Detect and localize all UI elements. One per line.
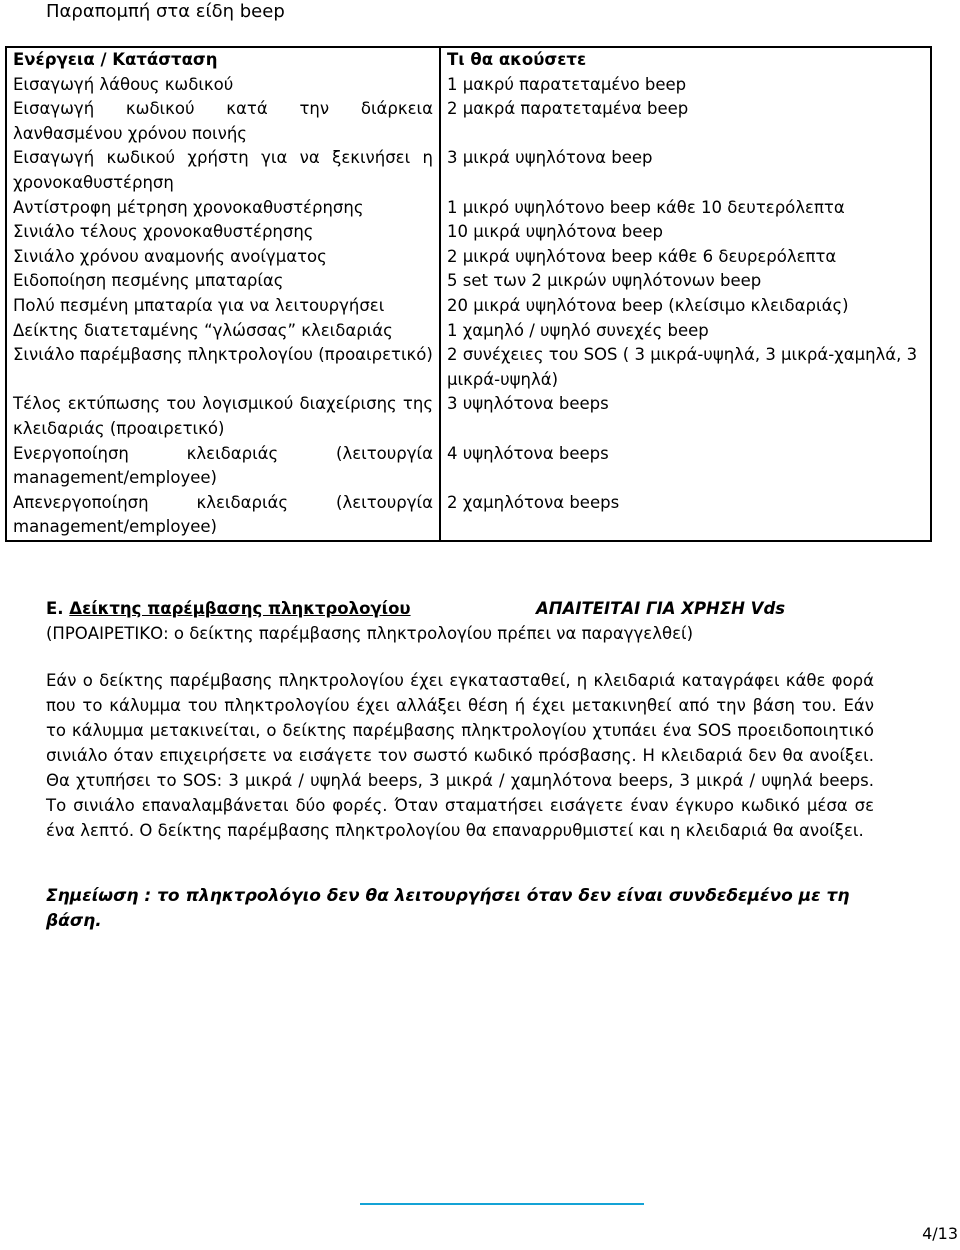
table-cell-sound: 2 συνέχειες του SOS ( 3 μικρά-υψηλά, 3 μικρά-χαμηλά, 3 μικρά-υψηλά) (440, 343, 931, 392)
table-cell-sound: 2 χαμηλότονα beeps (440, 491, 931, 541)
table-cell-action: Εισαγωγή κωδικού κατά την διάρκεια λανθασμένου χρόνου ποινής (13, 99, 433, 143)
table-row (6, 442, 931, 491)
table-cell-action: Σινιάλο τέλους χρονοκαθυστέρησης (13, 222, 314, 242)
table-cell-sound: 20 μικρά υψηλότονα beep (κλείσιμο κλειδαριάς) (440, 294, 931, 319)
table-row (6, 343, 931, 392)
table-cell-action: Απενεργοποίηση κλειδαριάς (λειτουργία management/employee) (13, 492, 433, 537)
table-header-action: Ενέργεια / Κατάσταση (13, 50, 218, 69)
table-cell-action: Ειδοποίηση πεσμένης μπαταρίας (13, 271, 284, 291)
section-e-requirement: ΑΠΑΙΤΕΙΤΑΙ ΓΙΑ ΧΡΗΣΗ Vds (536, 599, 786, 618)
table-cell-sound: 2 μικρά υψηλότονα beep κάθε 6 δευρερόλεπτα (440, 245, 931, 270)
table-cell-action: Τέλος εκτύπωσης του λογισμικού διαχείρισης της κλειδαριάς (προαιρετικό) (13, 394, 433, 438)
table-row (6, 245, 931, 270)
section-e-heading (46, 596, 874, 621)
table-row (6, 73, 931, 98)
table-row (6, 269, 931, 294)
section-e-note: Σημείωση : το πληκτρολόγιο δεν θα λειτουργήσει όταν δεν είναι συνδεδεμένο με τη βάση. (46, 886, 850, 931)
table-cell-action: Σινιάλο παρέμβασης πληκτρολογίου (προαιρετικό) (13, 345, 433, 365)
table-cell-sound: 4 υψηλότονα beeps (440, 442, 931, 491)
table-cell-sound: 1 μικρό υψηλότονο beep κάθε 10 δευτερόλεπτα (440, 196, 931, 221)
table-cell-sound: 3 μικρά υψηλότονα beep (440, 146, 931, 195)
section-e-title: Δείκτης παρέμβασης πληκτρολογίου (69, 599, 411, 618)
table-row (6, 491, 931, 541)
section-e-optional-note: (ΠΡΟΑΙΡΕΤΙΚΟ: ο δείκτης παρέμβασης πληκτρολογίου πρέπει να παραγγελθεί) (46, 624, 694, 643)
table-row (6, 220, 931, 245)
table-cell-action: Εισαγωγή λάθους κωδικού (13, 74, 234, 94)
table-cell-sound: 5 set των 2 μικρών υψηλότονων beep (440, 269, 931, 294)
table-cell-action: Πολύ πεσμένη μπαταρία για να λειτουργήσει (13, 295, 385, 315)
table-row (6, 97, 931, 146)
footer-divider (360, 1203, 644, 1205)
table-row (6, 319, 931, 344)
page-header-title: Παραπομπή στα είδη beep (46, 1, 285, 22)
table-cell-sound: 10 μικρά υψηλότονα beep (440, 220, 931, 245)
table-row (6, 392, 931, 441)
table-header-row (6, 47, 931, 73)
table-row (6, 294, 931, 319)
section-e-paragraph: Εάν ο δείκτης παρέμβασης πληκτρολογίου έχει εγκατασταθεί, η κλειδαριά καταγράφει κάθε φορά που το κάλυμμα του πληκτρολογίου έχει αλλάξει θέση ή έχει μετακινηθεί από την βάση του. Εάν το κάλυμμα μετακινείται, ο δείκτης παρέμβασης πληκτρολογίου χτυπάει ένα SOS προειδοποιητικό σινιάλο όταν επιχειρήσετε να εισάγετε τον σωστό κωδικό πρόσβασης. Η κλειδαριά δεν θα ανοίξει. Θα χτυπήσει το SOS: 3 μικρά / υψηλά beeps, 3 μικρά / χαμηλότονα beeps, 3 μικρά / υψηλά beeps. Το σινιάλο επαναλαμβάνεται δύο φορές. Όταν σταματήσει εισάγετε έναν έγκυρο κωδικό μέσα σε ένα λεπτό. Ο δείκτης παρέμβασης πληκτρολογίου θα επαναρρυθμιστεί και η κλειδαριά θα ανοίξει. (46, 671, 874, 840)
table-row (6, 146, 931, 195)
table-cell-action: Σινιάλο χρόνου αναμονής ανοίγματος (13, 246, 327, 266)
table-cell-sound: 1 χαμηλό / υψηλό συνεχές beep (440, 319, 931, 344)
table-row (6, 196, 931, 221)
table-header-sound: Τι θα ακούσετε (440, 47, 931, 73)
table-cell-sound: 1 μακρύ παρατεταμένο beep (440, 73, 931, 98)
table-cell-sound: 2 μακρά παρατεταμένα beep (440, 97, 931, 146)
section-e-letter: Ε. (46, 599, 64, 618)
table-cell-action: Δείκτης διατεταμένης “γλώσσας” κλειδαριάς (13, 320, 393, 340)
table-cell-action: Αντίστροφη μέτρηση χρονοκαθυστέρησης (13, 197, 364, 217)
table-cell-action: Εισαγωγή κωδικού χρήστη για να ξεκινήσει η χρονοκαθυστέρηση (13, 148, 433, 192)
beep-reference-table (5, 46, 932, 542)
table-cell-sound: 3 υψηλότονα beeps (440, 392, 931, 441)
page-number: 4/13 (922, 1224, 958, 1243)
table-cell-action: Ενεργοποίηση κλειδαριάς (λειτουργία management/employee) (13, 443, 433, 488)
beep-reference-table-wrap (5, 46, 930, 542)
